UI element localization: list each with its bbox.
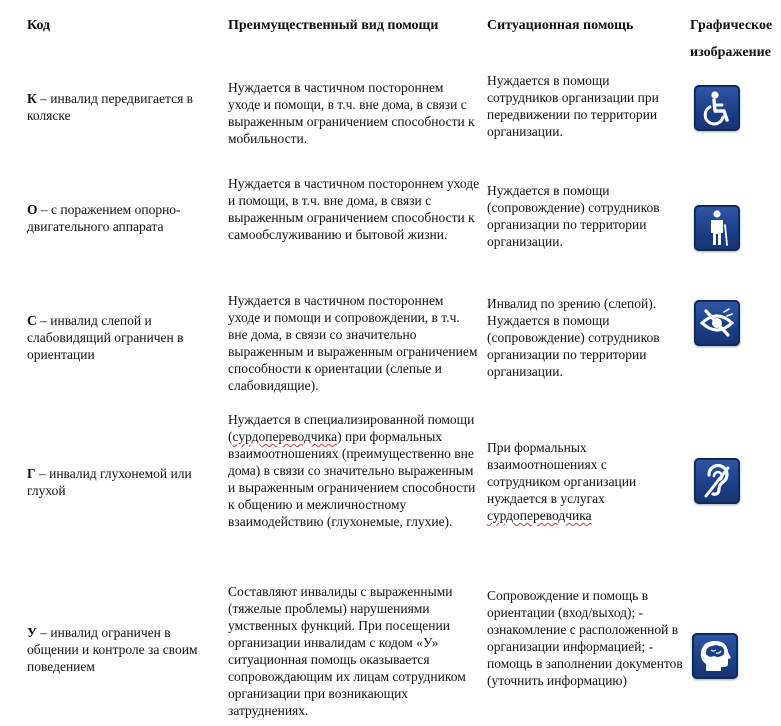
row-g-primary-text-b: ) при формальных взаимоотношениях (преимущественно вне дома) в связи со значительно выраженным и выраженным ограничением способности к общению и межличностному взаимодействию (глухонемые, глухие). xyxy=(228,429,476,529)
row-u-primary: Составляют инвалиды с выраженными (тяжелые проблемы) нарушениями умственных функций. При посещении организации инвалидам с кодом «У» ситуационная помощь оказывается сопровождающим их лицам сотрудником организации при возникающих затруднениях. xyxy=(228,584,466,718)
row-g-situational xyxy=(487,439,657,524)
row-k-situational: Нуждается в помощи сотрудников организации при передвижении по территории организации. xyxy=(487,73,659,139)
header-graphic-line2: изображение xyxy=(690,45,771,60)
row-o-code-text: – с поражением опорно-двигательного аппарата xyxy=(27,202,181,234)
row-s-situational: Инвалид по зрению (слепой). Нуждается в помощи (сопровождение) сотрудников организации по территории организации. xyxy=(487,296,660,379)
head-brain-icon xyxy=(692,633,738,679)
header-primary-help: Преимущественный вид помощи xyxy=(228,18,439,33)
row-s-code-letter: С xyxy=(27,313,37,328)
row-g-code-letter: Г xyxy=(27,466,36,481)
row-g-situational-text: При формальных взаимоотношениях с сотрудником организации нуждается в услугах xyxy=(487,440,637,506)
header-code: Код xyxy=(27,18,51,33)
row-g-primary xyxy=(228,411,478,530)
row-k-primary: Нуждается в частичном постороннем уходе и помощи, в т.ч. вне дома, в связи с выраженным ограничением способности к мобильности. xyxy=(228,80,475,146)
wheelchair-icon xyxy=(694,85,740,131)
row-o-code xyxy=(27,201,222,235)
row-s-primary: Нуждается в частичном постороннем уходе и помощи и сопровождении, в т.ч. вне дома, в связи со значительно выраженным и выраженным ограничением способности к ориентации (слепые и слабовидящие). xyxy=(228,293,478,393)
crossed-eye-icon xyxy=(694,300,740,346)
person-with-cane-icon xyxy=(694,205,740,251)
row-o-situational: Нуждается в помощи (сопровождение) сотрудников организации по территории организации. xyxy=(487,183,660,249)
row-u-code-letter: У xyxy=(27,625,37,640)
row-g-code xyxy=(27,465,219,499)
row-g-situational-sign-interpreter: сурдопереводчика xyxy=(487,508,592,523)
row-k-code-letter: К xyxy=(27,91,37,106)
header-situational-help: Ситуационная помощь xyxy=(487,18,634,33)
row-g-code-text: – инвалид глухонемой или глухой xyxy=(27,466,192,498)
row-s-code-text: – инвалид слепой и слабовидящий ограничен в ориентации xyxy=(27,313,184,362)
row-k-code-text: – инвалид передвигается в коляске xyxy=(27,91,194,123)
row-o-code-letter: О xyxy=(27,202,38,217)
row-k-code xyxy=(27,90,219,124)
row-u-code xyxy=(27,624,205,675)
row-o-primary: Нуждается в частичном постороннем уходе и помощи, в т.ч. вне дома, в связи с выраженным ограничением способности к самообслуживанию и бытовой жизни. xyxy=(228,176,480,242)
row-g-primary-sign-interpreter: сурдопереводчика xyxy=(232,429,338,444)
row-u-situational: Сопровождение и помощь в ориентации (вход/выход); - ознакомление с расположенной в организации информацией; - помощь в заполнении документов (уточнить информацию) xyxy=(487,588,683,688)
hearing-loop-icon xyxy=(694,458,740,504)
header-graphic: Графическое xyxy=(690,18,773,33)
row-s-code xyxy=(27,312,217,363)
row-u-code-text: – инвалид ограничен в общении и контроле за своим поведением xyxy=(27,625,198,674)
row-g-primary-text-a: Нуждается в специализированной помощи ( xyxy=(228,412,475,444)
